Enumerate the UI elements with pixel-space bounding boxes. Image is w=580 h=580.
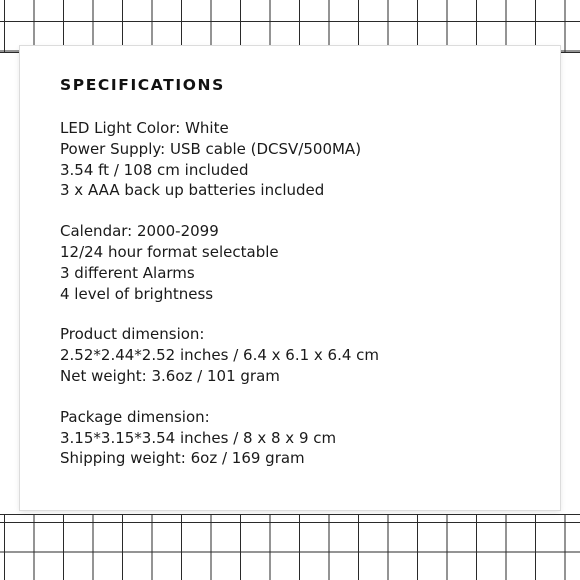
spec-line: 12/24 hour format selectable bbox=[60, 242, 279, 261]
spec-line: LED Light Color: White bbox=[60, 119, 229, 137]
spec-line: Package dimension: bbox=[60, 407, 210, 426]
spec-group-product-dimension bbox=[60, 324, 379, 386]
spec-line: 2.52*2.44*2.52 inches / 6.4 x 6.1 x 6.4 cm bbox=[60, 346, 380, 365]
specifications-heading: SPECIFICATIONS bbox=[60, 76, 225, 94]
spec-line: 3.54 ft / 108 cm included bbox=[60, 160, 249, 179]
spec-line: 3.15*3.15*3.54 inches / 8 x 8 x 9 cm bbox=[60, 428, 337, 447]
spec-line: Product dimension: bbox=[60, 325, 205, 344]
grid-background-bottom bbox=[0, 514, 580, 580]
spec-line: 3 x AAA back up batteries included bbox=[60, 181, 325, 200]
specifications-list bbox=[60, 118, 379, 489]
spec-line: Calendar: 2000-2099 bbox=[60, 222, 219, 241]
spec-line: 3 different Alarms bbox=[60, 263, 195, 282]
spec-group-features bbox=[60, 221, 379, 304]
spec-line: 4 level of brightness bbox=[60, 284, 214, 303]
spec-group-power bbox=[60, 118, 379, 201]
spec-line: Power Supply: USB cable (DCSV/500MA) bbox=[60, 139, 362, 158]
spec-line: Net weight: 3.6oz / 101 gram bbox=[60, 366, 280, 385]
specifications-card bbox=[20, 46, 560, 510]
spec-group-package-dimension bbox=[60, 407, 379, 469]
spec-line: Shipping weight: 6oz / 169 gram bbox=[60, 449, 305, 468]
